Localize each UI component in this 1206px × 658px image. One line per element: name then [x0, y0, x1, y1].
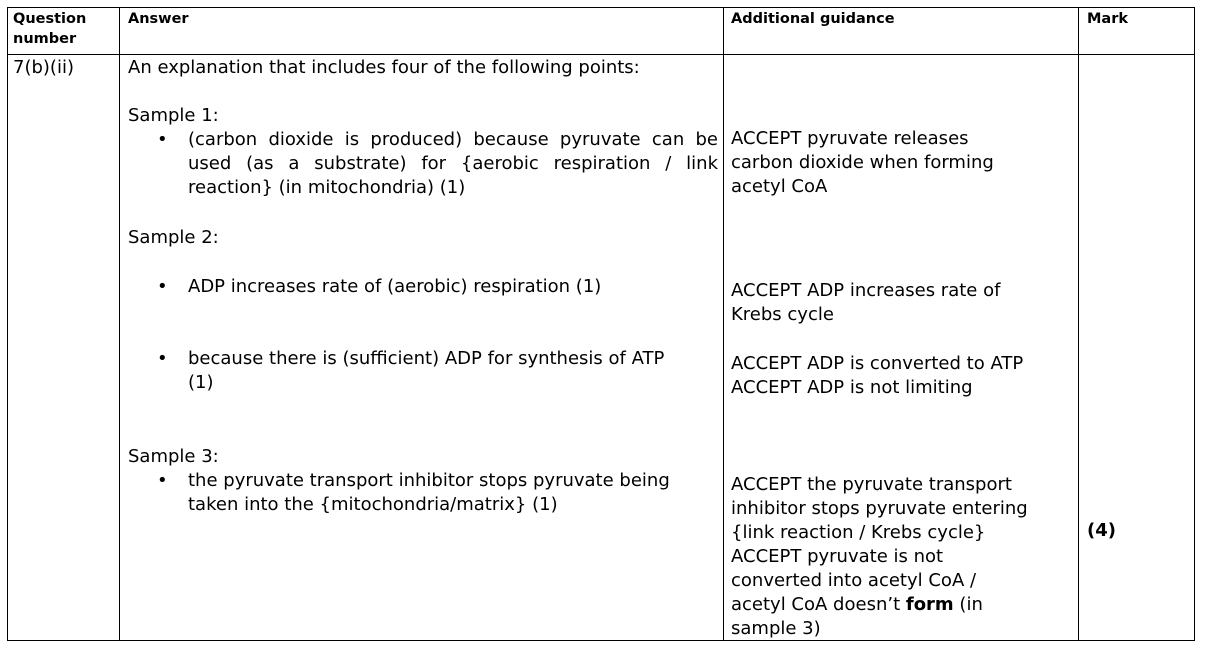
table-border-left	[7, 7, 8, 641]
column-divider-mark	[1078, 7, 1079, 641]
bullet-icon	[157, 128, 168, 152]
header-question-number: Question number	[13, 11, 87, 47]
bullet-icon	[157, 347, 168, 371]
header-mark: Mark	[1087, 11, 1129, 27]
sample-2-heading: Sample 2:	[128, 227, 219, 248]
column-divider-guidance	[723, 7, 724, 641]
bullet-icon	[157, 469, 168, 493]
table-border-right	[1194, 7, 1195, 641]
mark-value: (4)	[1087, 520, 1116, 541]
guidance-sample-3-suffix: (in sample 3)	[731, 594, 983, 639]
header-row-divider	[7, 54, 1195, 55]
header-answer: Answer	[128, 11, 189, 27]
guidance-sample-2-converted: ACCEPT ADP is converted to ATP	[731, 353, 1024, 374]
header-additional-guidance: Additional guidance	[731, 11, 895, 27]
guidance-sample-3-inhibitor: ACCEPT the pyruvate transport inhibitor stops pyruvate entering {link reaction / Krebs cycle}	[731, 474, 1028, 543]
guidance-sample-1: ACCEPT pyruvate releases carbon dioxide when forming acetyl CoA	[731, 128, 994, 197]
column-divider-answer	[119, 7, 120, 641]
sample-1-heading: Sample 1:	[128, 105, 219, 126]
guidance-sample-3-acetyl-coa	[731, 545, 1031, 641]
sample-2-point-2: because there is (sufficient) ADP for synthesis of ATP (1)	[188, 348, 665, 393]
sample-1-point: (carbon dioxide is produced) because pyruvate can be used (as a substrate) for {aerobic respiration / link reaction} (in mitochondria) (1)	[188, 129, 718, 198]
sample-3-point: the pyruvate transport inhibitor stops pyruvate being taken into the {mitochondria/matrix} (1)	[188, 470, 670, 515]
sample-2-point-1: ADP increases rate of (aerobic) respiration (1)	[188, 276, 602, 297]
question-number: 7(b)(ii)	[13, 57, 74, 78]
table-border-top	[7, 7, 1195, 8]
guidance-sample-2-rate: ACCEPT ADP increases rate of Krebs cycle	[731, 280, 1001, 325]
guidance-sample-2-limiting: ACCEPT ADP is not limiting	[731, 377, 973, 398]
guidance-acetyl-coa-text: ACCEPT pyruvate is not converted into acetyl CoA / acetyl CoA doesn’t	[731, 546, 977, 615]
sample-3-heading: Sample 3:	[128, 446, 219, 467]
guidance-form-emphasis: form	[905, 594, 954, 615]
answer-intro: An explanation that includes four of the following points:	[128, 57, 640, 78]
bullet-icon	[157, 275, 168, 299]
